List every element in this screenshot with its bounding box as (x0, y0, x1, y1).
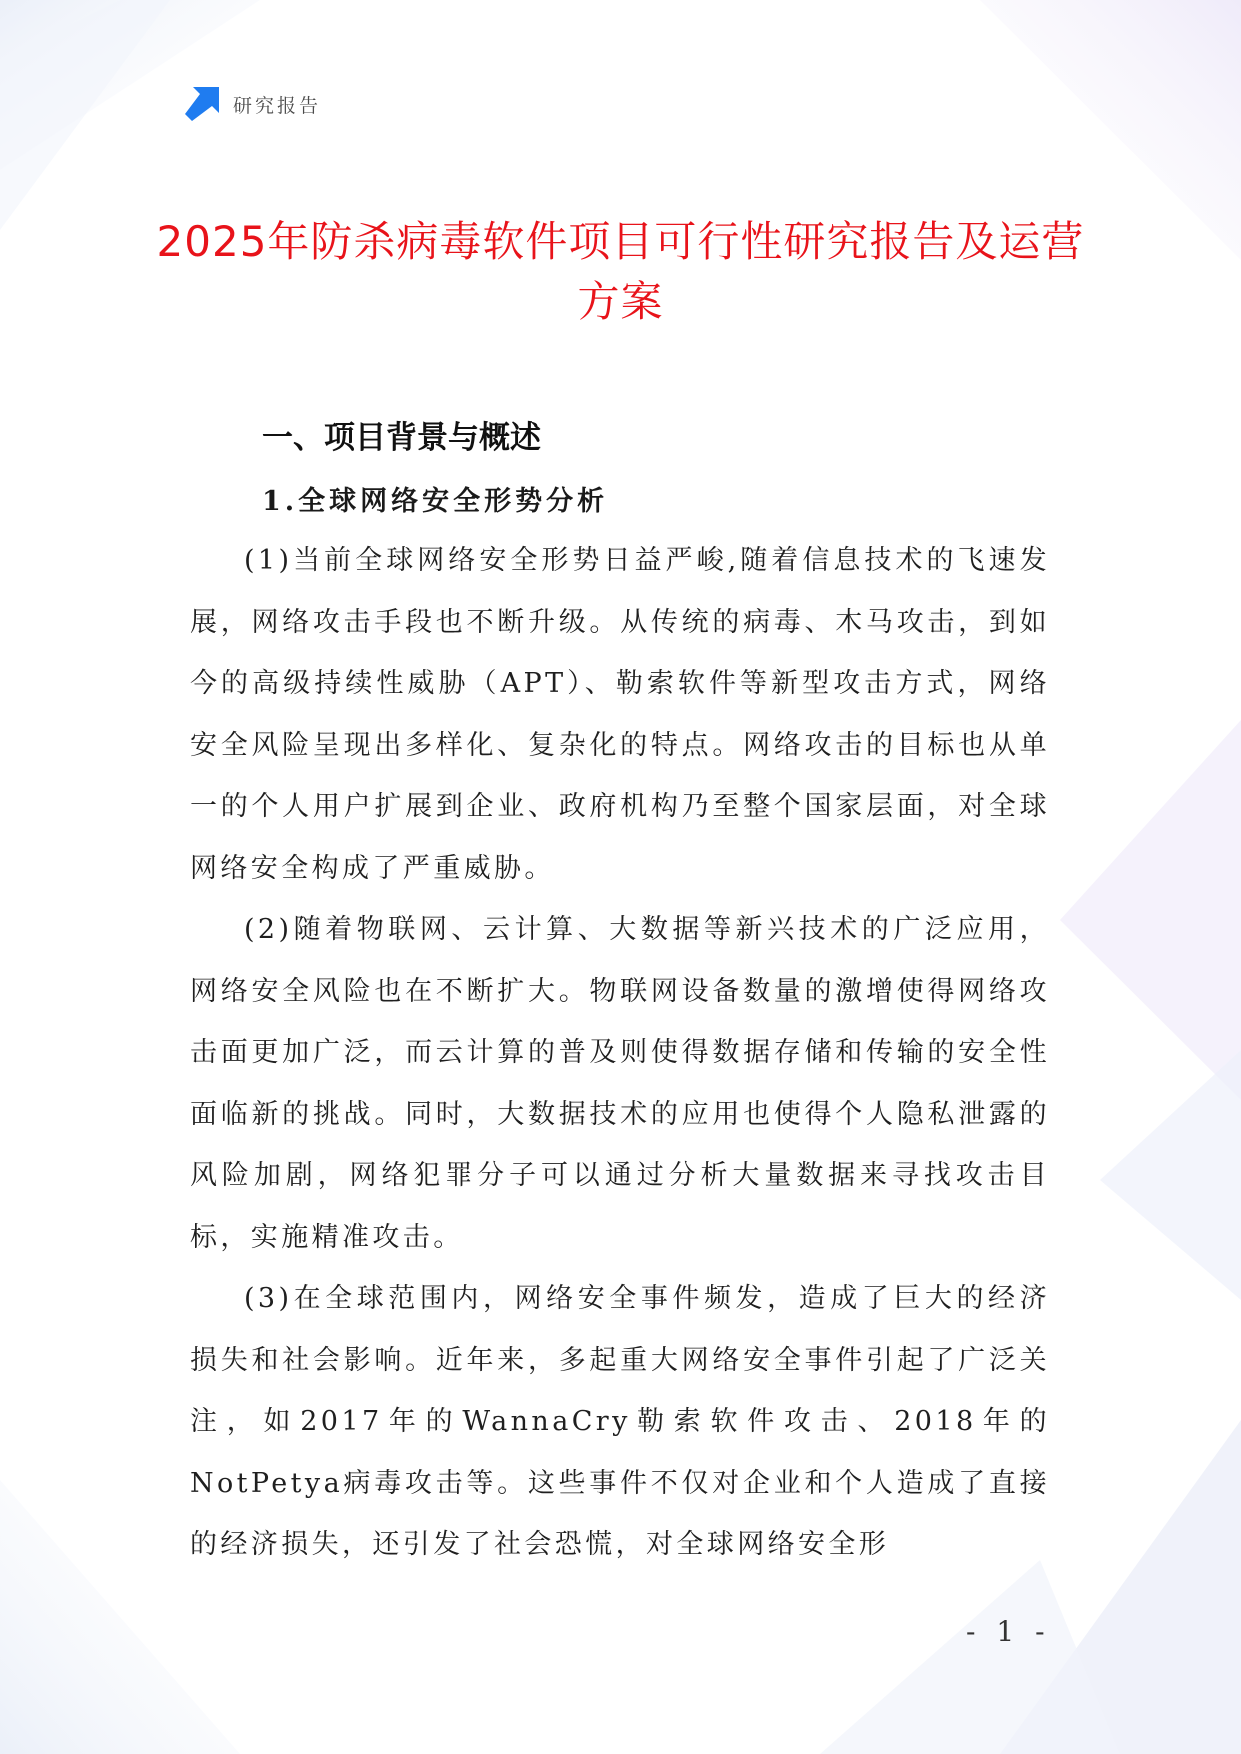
paragraph-2: (2)随着物联网、云计算、大数据等新兴技术的广泛应用，网络安全风险也在不断扩大。物联网设备数量的激增使得网络攻击面更加广泛，而云计算的普及则使得数据存储和传输的安全性面临新的挑战。同时，大数据技术的应用也使得个人隐私泄露的风险加剧，网络犯罪分子可以通过分析大量数据来寻找攻击目标，实施精准攻击。 (190, 914, 1050, 1253)
paragraph-3: (3)在全球范围内，网络安全事件频发，造成了巨大的经济损失和社会影响。近年来，多起重大网络安全事件引起了广泛关注，如2017年的WannaCry勒索软件攻击、2018年的NotPetya病毒攻击等。这些事件不仅对企业和个人造成了直接的经济损失，还引发了社会恐慌，对全球网络安全形 (190, 1283, 1050, 1560)
brand-label: 研究报告 (233, 94, 322, 117)
subsection-heading: 1.全球网络安全形势分析 (262, 486, 609, 517)
document-title: 2025年防杀病毒软件项目可行性研究报告及运营方案 (156, 217, 1085, 326)
brand-header (185, 86, 321, 122)
page-number: - 1 - (966, 1615, 1051, 1648)
section-heading: 一、项目背景与概述 (262, 420, 541, 456)
arrow-up-right-icon (185, 87, 219, 121)
paragraph-1: (1)当前全球网络安全形势日益严峻,随着信息技术的飞速发展，网络攻击手段也不断升级。从传统的病毒、木马攻击，到如今的高级持续性威胁（APT）、勒索软件等新型攻击方式，网络安全风险呈现出多样化、复杂化的特点。网络攻击的目标也从单一的个人用户扩展到企业、政府机构乃至整个国家层面，对全球网络安全构成了严重威胁。 (190, 545, 1050, 884)
